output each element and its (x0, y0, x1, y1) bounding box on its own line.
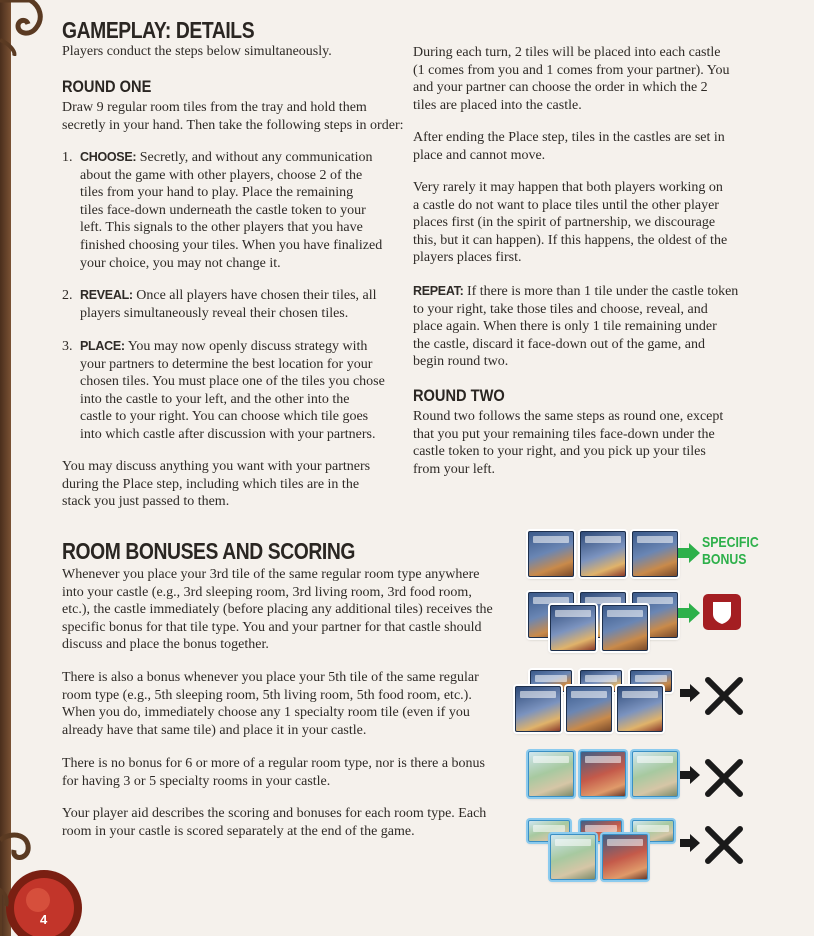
round-one-text: Draw 9 regular room tiles from the tray and hold them secretly in your hand. Then take the following steps in order: (62, 100, 404, 133)
specialty-tile (580, 751, 626, 797)
round-two-text: Round two follows the same steps as round one, except that you put your remaining tiles face-down under the castle token to your right, and you pick up your tiles from your left. (413, 409, 724, 477)
corner-ornament-top (0, 0, 48, 56)
room-tile (617, 686, 663, 732)
no-bonus-x-icon (704, 676, 744, 716)
green-arrow-icon (678, 543, 700, 563)
player-aid-text: Your player aid describes the scoring and bonuses for each room type. Each room in your castle is scored separately at the end of the game. (62, 806, 487, 839)
room-tile (566, 686, 612, 732)
round-two-heading: ROUND TWO (413, 386, 505, 405)
specialty-tile (550, 834, 596, 880)
section-title-room-bonuses: ROOM BONUSES AND SCORING (62, 538, 355, 564)
no-bonus-x-icon (704, 825, 744, 865)
room-tile (580, 531, 626, 577)
specific-bonus-label: SPECIFIC BONUS (702, 534, 759, 568)
keyword-reveal: REVEAL: (80, 288, 133, 302)
no-bonus-text: There is no bonus for 6 or more of a regular room type, nor is there a bonus for having 3 or 5 specialty rooms in your castle. (62, 756, 485, 789)
fifth-tile-bonus-text: There is also a bonus whenever you place your 5th tile of the same regular room type (e.g., 5th sleeping room, 5th living room, 5th food room, etc.). When you do, immediately choose any 1 specialty room tile (even if you already have that same tile) and place it in your castle. (62, 670, 479, 738)
rare-case-text: Very rarely it may happen that both players working on a castle do not want to place tiles until the other player places first (in the spirit of partnership, we discourage this, but it can happen). If this happens, the oldest of the players places first. (413, 180, 728, 266)
green-arrow-icon (678, 603, 700, 623)
no-bonus-x-icon (704, 758, 744, 798)
room-tile (632, 531, 678, 577)
room-tile (602, 605, 648, 651)
black-arrow-icon (680, 684, 700, 702)
round-one-heading: ROUND ONE (62, 77, 152, 96)
turn-placement-text: During each turn, 2 tiles will be placed into each castle (1 comes from you and 1 comes from your partner). You and your partner can choose the order in which the 2 tiles are placed into the castle. (413, 45, 730, 113)
third-tile-bonus-text: Whenever you place your 3rd tile of the same regular room type anywhere into your castle (e.g., 3rd sleeping room, 3rd living room, 3rd food room, etc.), the castle immediately (before placing any additional tiles) receives the specific bonus for that tile type. You and your partner for that castle should discuss and place the bonus together. (62, 567, 493, 653)
black-arrow-icon (680, 834, 700, 852)
black-arrow-icon (680, 766, 700, 784)
specialty-tile (528, 751, 574, 797)
page-number: 4 (40, 912, 48, 927)
tiles-set-text: After ending the Place step, tiles in the castles are set in place and cannot move. (413, 130, 725, 163)
page-border (0, 0, 11, 936)
room-tile (550, 605, 596, 651)
room-tile (515, 686, 561, 732)
specialty-tile (632, 751, 678, 797)
specialty-tile (602, 834, 648, 880)
keyword-repeat: REPEAT: (413, 284, 464, 298)
section-title-gameplay-details: GAMEPLAY: DETAILS (62, 17, 255, 43)
keyword-choose: CHOOSE: (80, 150, 137, 164)
shield-bonus-icon (703, 594, 741, 630)
repeat-text: REPEAT: If there is more than 1 tile under the castle token to your right, take those tiles and choose, reveal, and place again. When there is only 1 tile remaining under the castle, discard it face-down out of the game, and begin round two. (413, 284, 739, 370)
room-tile (528, 531, 574, 577)
discuss-text: You may discuss anything you want with your partners during the Place step, including which tiles are in the stack you just passed to them. (62, 459, 371, 510)
intro-text: Players conduct the steps below simultaneously. (62, 44, 332, 59)
keyword-place: PLACE: (80, 339, 125, 353)
